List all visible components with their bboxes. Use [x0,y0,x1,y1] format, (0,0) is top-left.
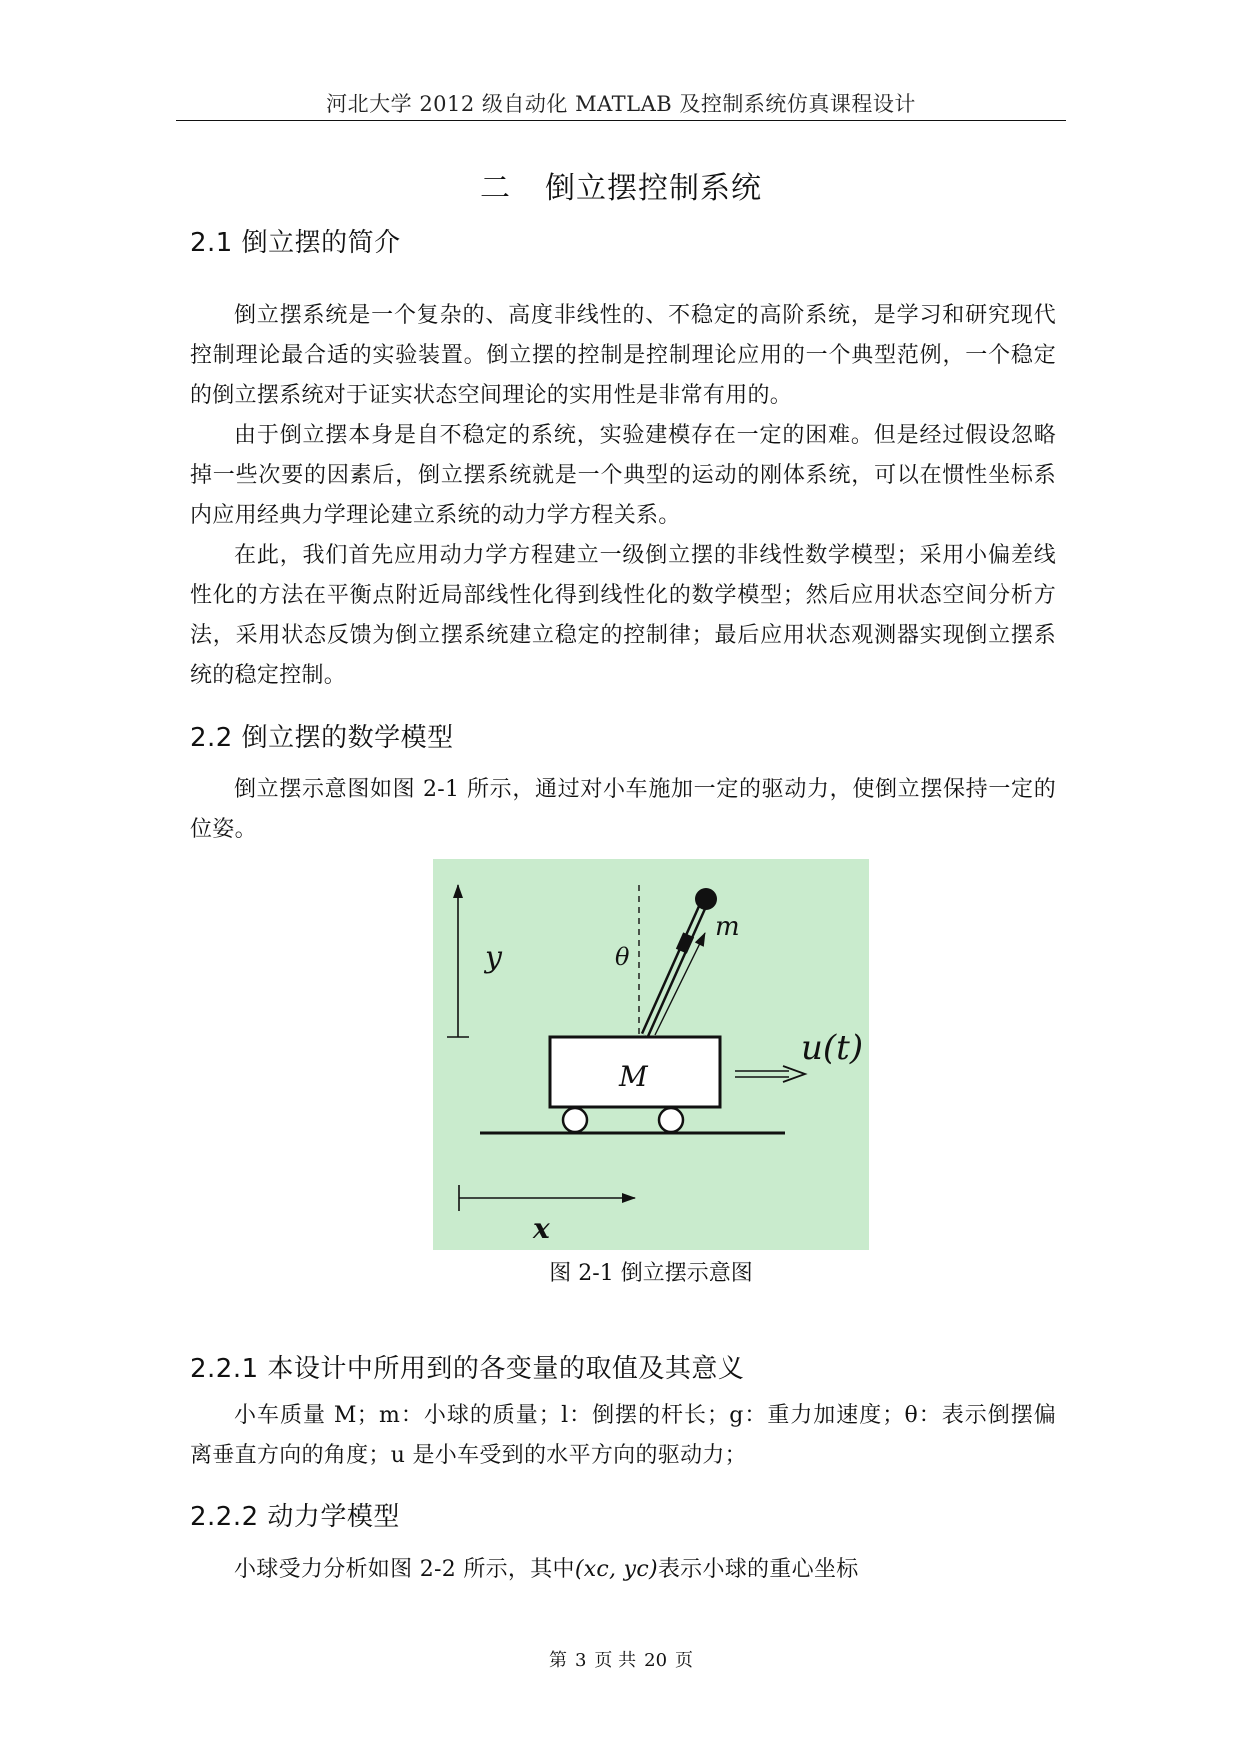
cart-wheel-right [659,1108,683,1132]
dynamics-text-before: 小球受力分析如图 2-2 所示，其中 [234,1557,575,1582]
paragraph-dynamics [190,1550,1056,1590]
paragraph-intro-3: 在此，我们首先应用动力学方程建立一级倒立摆的非线性数学模型；采用小偏差线性化的方法在平衡点附近局部线性化得到线性化的数学模型；然后应用状态空间分析方法，采用状态反馈为倒立摆系统建立稳定的控制律；最后应用状态观测器实现倒立摆系统的稳定控制。 [190,543,1056,688]
page-total: 20 [644,1650,668,1671]
dynamics-text-after: 表示小球的重心坐标 [657,1557,859,1582]
mass-label-m: m [715,912,740,942]
y-axis-label: y [485,940,502,975]
section-heading-2-2: 2.2 倒立摆的数学模型 [190,723,454,753]
footer-mid: 页 共 [594,1650,637,1671]
page-footer [176,1646,1066,1672]
footer-prefix: 第 [548,1650,567,1671]
pendulum-ball [695,888,717,910]
theta-label: θ [615,943,630,971]
footer-suffix: 页 [675,1650,694,1671]
paragraph-model: 倒立摆示意图如图 2-1 所示，通过对小车施加一定的驱动力，使倒立摆保持一定的位姿。 [190,777,1056,842]
chapter-number: 二 [480,171,511,206]
chapter-name: 倒立摆控制系统 [545,171,762,206]
header-divider [176,120,1066,121]
paragraph-variables: 小车质量 M；m：小球的质量；l：倒摆的杆长；g：重力加速度；θ：表示倒摆偏离垂直方向的角度；u 是小车受到的水平方向的驱动力； [190,1403,1056,1468]
inverted-pendulum-figure [433,859,869,1250]
paragraph-intro-2: 由于倒立摆本身是自不稳定的系统，实验建模存在一定的困难。但是经过假设忽略掉一些次要的因素后，倒立摆系统就是一个典型的运动的刚体系统，可以在惯性坐标系内应用经典力学理论建立系统的动力学方程关系。 [190,423,1056,528]
section-heading-2-1: 2.1 倒立摆的简介 [190,228,401,258]
chapter-title [176,163,1066,207]
section-heading-2-2-1: 2.2.1 本设计中所用到的各变量的取值及其意义 [190,1354,745,1384]
paragraph-intro-1: 倒立摆系统是一个复杂的、高度非线性的、不稳定的高阶系统，是学习和研究现代控制理论最合适的实验装置。倒立摆的控制是控制理论应用的一个典型范例，一个稳定的倒立摆系统对于证实状态空间理论的实用性是非常有用的。 [190,303,1056,408]
x-axis-label: x [533,1212,550,1245]
page-number: 3 [574,1650,587,1671]
force-label-u: u(t) [801,1028,864,1068]
running-header: 河北大学 2012 级自动化 MATLAB 及控制系统仿真课程设计 [326,92,916,116]
cart-mass-label: M [619,1060,648,1093]
force-arrow-head [783,1066,805,1082]
pendulum-diagram [433,859,869,1250]
section-heading-2-2-2: 2.2.2 动力学模型 [190,1502,400,1532]
cart-wheel-left [563,1108,587,1132]
figure-caption: 图 2-1 倒立摆示意图 [549,1261,753,1286]
centroid-formula: (xc, yc) [574,1557,658,1582]
